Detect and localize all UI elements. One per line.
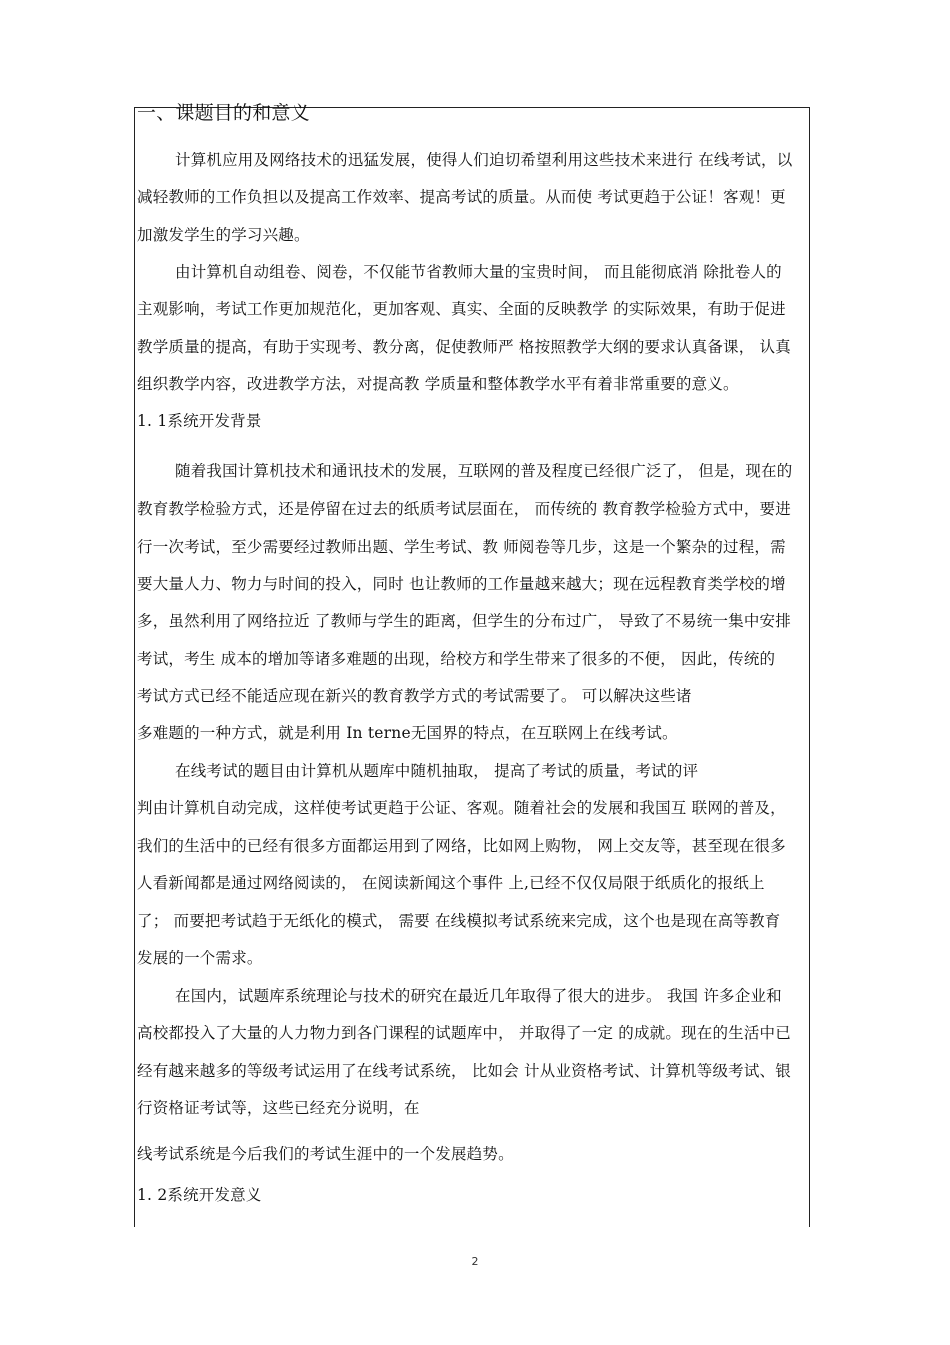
paragraph-line: 减轻教师的工作负担以及提高工作效率、提高考试的质量。从而使 考试更趋于公证！客观！更: [137, 188, 786, 206]
page-number: 2: [471, 1255, 479, 1268]
subsection-title: 1. 1系统开发背景: [137, 412, 262, 430]
paragraph-line: 计算机应用及网络技术的迅猛发展，使得人们迫切希望利用这些技术来进行 在线考试，以: [175, 151, 793, 169]
paragraph-line: 由计算机自动组卷、阅卷，不仅能节省教师大量的宝贵时间， 而且能彻底消 除批卷人的: [175, 263, 782, 281]
paragraph-line: 多，虽然利用了网络拉近 了教师与学生的距离，但学生的分布过广， 导致了不易统一集中安排: [137, 612, 791, 630]
paragraph-line: 判由计算机自动完成，这样使考试更趋于公证、客观。随着社会的发展和我国互 联网的普及，: [137, 799, 786, 817]
paragraph-line: 高校都投入了大量的人力物力到各门课程的试题库中， 并取得了一定 的成就。现在的生活中已: [137, 1024, 791, 1042]
paragraph-line: 经有越来越多的等级考试运用了在线考试系统， 比如会 计从业资格考试、计算机等级考试、银: [137, 1062, 791, 1080]
paragraph-line: 行资格证考试等，这些已经充分说明，在: [137, 1099, 420, 1117]
paragraph-line: 在国内，试题库系统理论与技术的研究在最近几年取得了很大的进步。 我国 许多企业和: [175, 987, 782, 1005]
paragraph-line: 随着我国计算机技术和通讯技术的发展，互联网的普及程度已经很广泛了， 但是，现在的: [175, 462, 793, 480]
paragraph-line: 考试方式已经不能适应现在新兴的教育教学方式的考试需要了。 可以解决这些诸: [137, 687, 692, 705]
paragraph-line: 我们的生活中的已经有很多方面都运用到了网络，比如网上购物， 网上交友等，甚至现在很多: [137, 837, 786, 855]
paragraph-line: 要大量人力、物力与时间的投入，同时 也让教师的工作量越来越大；现在远程教育类学校的增: [137, 575, 786, 593]
paragraph-line: 人看新闻都是通过网络阅读的， 在阅读新闻这个事件 上,已经不仅仅局限于纸质化的报纸上: [137, 874, 765, 892]
paragraph-line: 了； 而要把考试趋于无纸化的模式， 需要 在线模拟考试系统来完成，这个也是现在高等教育: [137, 912, 781, 930]
table-border-left: [134, 107, 135, 1227]
table-border-right: [809, 107, 810, 1227]
paragraph-line: 组织教学内容，改进教学方法，对提高教 学质量和整体教学水平有着非常重要的意义。: [137, 375, 739, 393]
section-title: 一、课题目的和意义: [137, 102, 310, 124]
paragraph-line: 行一次考试，至少需要经过教师出题、学生考试、教 师阅卷等几步，这是一个繁杂的过程，需: [137, 538, 786, 556]
paragraph-line: 主观影响，考试工作更加规范化，更加客观、真实、全面的反映教学 的实际效果，有助于促进: [137, 300, 786, 318]
paragraph-line: 在线考试的题目由计算机从题库中随机抽取， 提高了考试的质量，考试的评: [175, 762, 699, 780]
subsection-title: 1. 2系统开发意义: [137, 1186, 262, 1204]
paragraph-line: 多难题的一种方式，就是利用 In terne无国界的特点，在互联网上在线考试。: [137, 724, 678, 742]
paragraph-line: 考试，考生 成本的增加等诸多难题的出现，给校方和学生带来了很多的不便， 因此，传统的: [137, 650, 776, 668]
paragraph-line: 线考试系统是今后我们的考试生涯中的一个发展趋势。: [137, 1145, 514, 1163]
paragraph-line: 教学质量的提高，有助于实现考、教分离，促使教师严 格按照教学大纲的要求认真备课， 认真: [137, 338, 791, 356]
paragraph-line: 加激发学生的学习兴趣。: [137, 226, 310, 244]
paragraph-line: 教育教学检验方式，还是停留在过去的纸质考试层面在， 而传统的 教育教学检验方式中，要进: [137, 500, 791, 518]
paragraph-line: 发展的一个需求。: [137, 949, 263, 967]
